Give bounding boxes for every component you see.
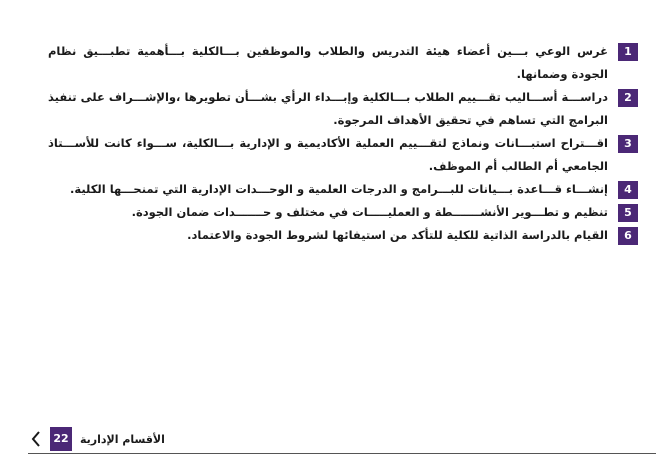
footer-divider: [28, 453, 656, 454]
list-item-6: [48, 224, 638, 247]
item-text: اقـــتراح استبـــانات ونماذج لتقـــييم العملية الأكاديمية و الإدارية بـــالكلية، ســـواء كانت للأســـتاذ الجامعي أم الطالب أم الموظف.: [48, 136, 608, 173]
item-text: القيام بالدراسة الذاتية للكلية للتأكد من استيفائها لشروط الجودة والاعتماد.: [187, 228, 608, 242]
numbered-list: [48, 40, 638, 247]
item-number-badge: 3: [618, 135, 638, 153]
list-item-4: [48, 178, 638, 201]
page-number: 22: [50, 427, 72, 451]
item-number-badge: 4: [618, 181, 638, 199]
list-item-2: [48, 86, 638, 132]
chevron-left-icon[interactable]: [28, 426, 44, 452]
section-title: الأقسام الإدارية: [80, 432, 165, 446]
page-footer: [28, 426, 165, 452]
item-text: غرس الوعي بـــين أعضاء هيئة التدريس والطلاب والموظفين بـــالكلية بـــأهمية تطبـــيق نظام الجودة وضمانها.: [48, 44, 608, 81]
list-item-5: [48, 201, 638, 224]
list-item-1: [48, 40, 638, 86]
item-number-badge: 1: [618, 43, 638, 61]
chevron-left-glyph: [30, 430, 42, 448]
item-text: تنظيم و تطـــوير الأنشـــــــطة و العمليـــــات في مختلف و حـــــــدات ضمان الجودة.: [131, 205, 608, 219]
item-number-badge: 6: [618, 227, 638, 245]
item-number-badge: 2: [618, 89, 638, 107]
item-text: دراســـة أســـاليب تقـــييم الطلاب بـــالكلية وإبـــداء الرأي بشـــأن تطويرها ،والإشـــراف على تنفيذ البرامج التي تساهم في تحقيق الأهداف المرجوة.: [48, 90, 608, 127]
list-item-3: [48, 132, 638, 178]
item-number-badge: 5: [618, 204, 638, 222]
item-text: إنشـــاء قـــاعدة بـــيانات للبـــرامج و الدرجات العلمية و الوحـــدات الإدارية التي تمنحـــها الكلية.: [70, 182, 608, 196]
